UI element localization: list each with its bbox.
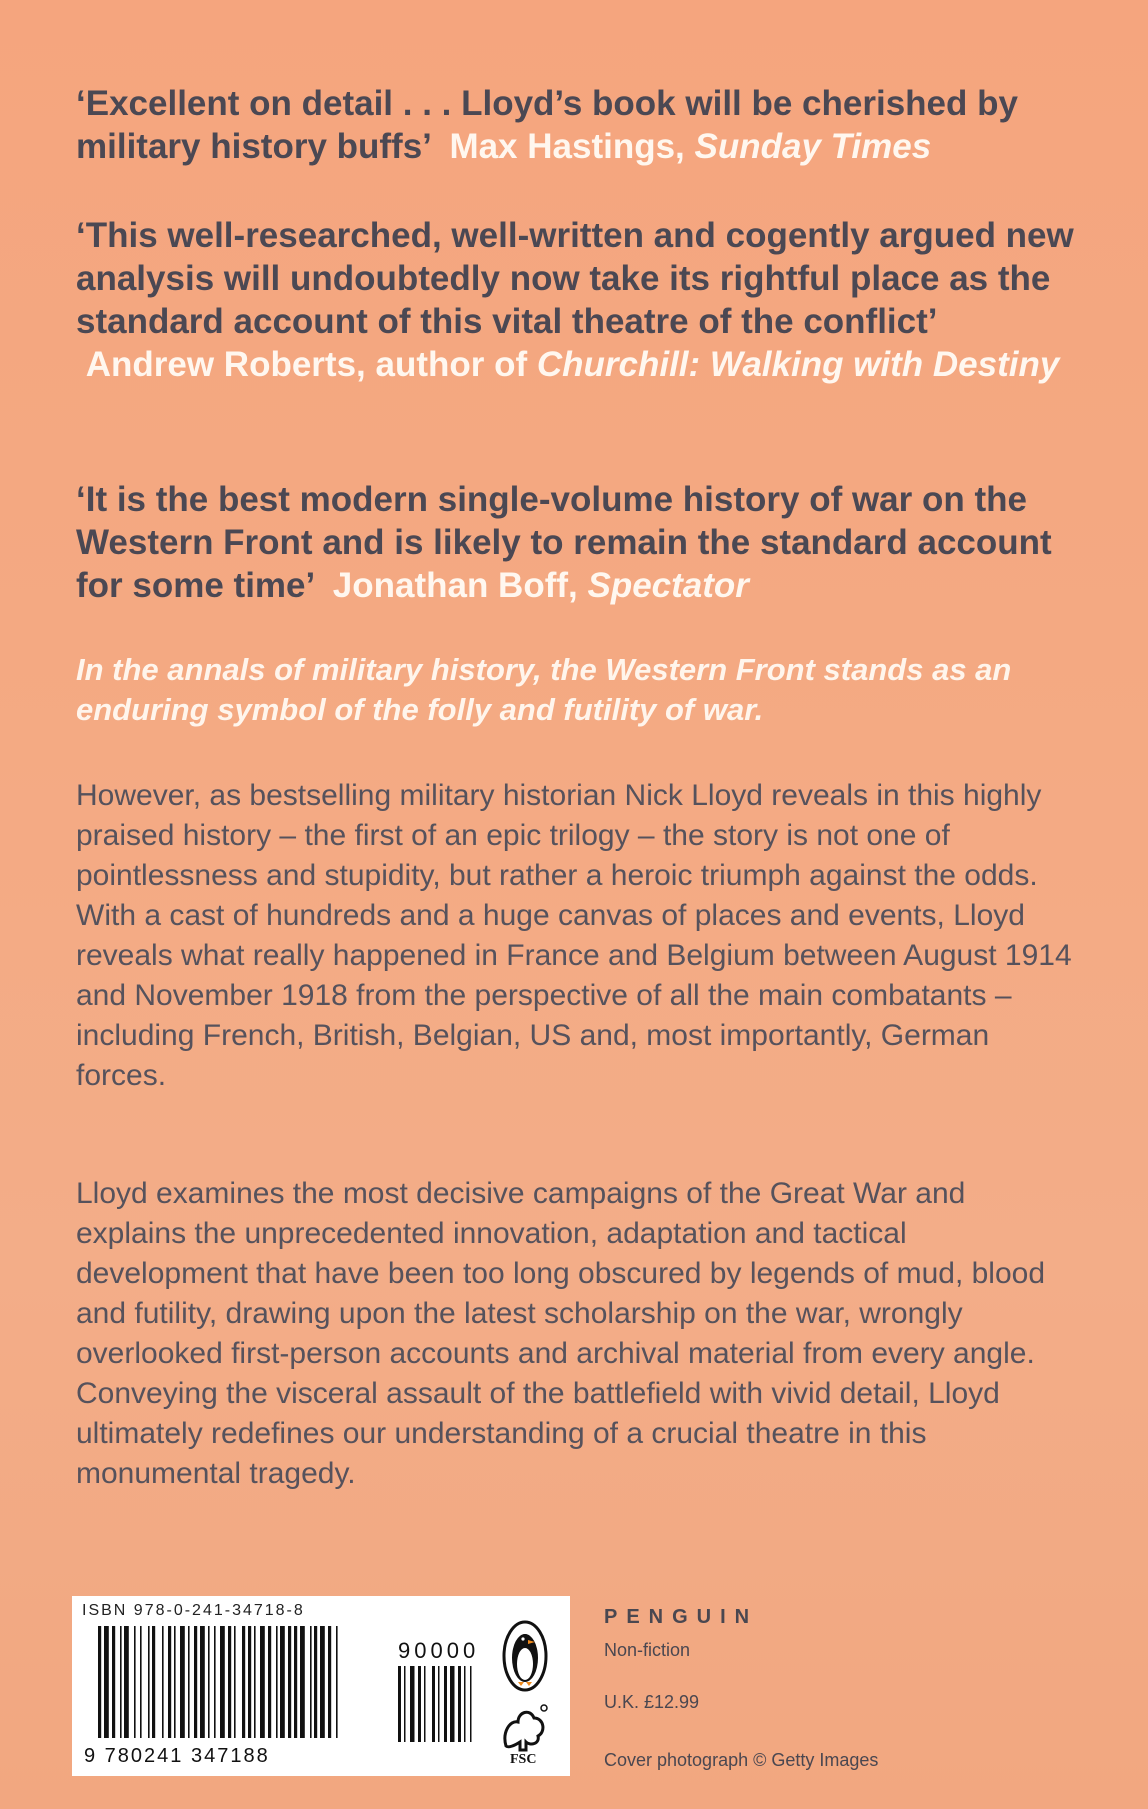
cover-credit: Cover photograph © Getty Images — [604, 1750, 879, 1770]
isbn-label: ISBN 978-0-241-34718-8 — [82, 1602, 305, 1619]
quote-3-attribution — [323, 566, 749, 605]
category-label: Non-fiction — [604, 1640, 691, 1660]
quote-2 — [76, 214, 1076, 386]
quote-1-source: Sunday Times — [694, 127, 932, 166]
price-label: U.K. £12.99 — [604, 1692, 700, 1712]
quote-2-text: ‘This well-researched, well-written and cogently argued new analysis will undoubtedly now take its rightful place as the standard account of this vital theatre of the conflict’ — [76, 216, 1074, 341]
quote-1-attribution — [440, 127, 931, 166]
quote-1 — [76, 82, 1076, 168]
quote-2-attribution — [76, 345, 1059, 384]
description-paragraph-1: However, as bestselling military historian Nick Lloyd reveals in this highly praised history – the first of an epic trilogy – the story is not one of pointlessness and stupidity, but rather a heroic triumph against the odds. With a cast of hundreds and a huge canvas of places and events, Lloyd reveals what really happened in France and Belgium between August 1914 and November 1918 from the perspective of all the main combatants – including French, British, Belgian, US and, most importantly, German forces. — [76, 779, 1072, 1092]
publisher-name: PENGUIN — [604, 1606, 759, 1628]
quote-1-text: ‘Excellent on detail . . . Lloyd’s book will be cherished by military history buffs’ — [76, 84, 1018, 166]
description-paragraph-2: Lloyd examines the most decisive campaigns of the Great War and explains the unprecedented innovation, adaptation and tactical development that have been too long obscured by legends of mud, blood and futility, drawing upon the latest scholarship on the war, wrongly overlooked first-person accounts and archival material from every angle. Conveying the visceral assault of the battlefield with vivid detail, Lloyd ultimately redefines our understanding of a crucial theatre in this monumental tragedy. — [76, 1177, 1046, 1490]
barcode-addon: 90000 — [398, 1638, 480, 1663]
quote-3-text: ‘It is the best modern single-volume history of war on the Western Front and is likely to remain the standard account for some time’ — [76, 480, 1052, 605]
quote-3 — [76, 478, 1076, 607]
barcode-icon — [82, 1626, 502, 1766]
quote-3-author: Jonathan Boff, — [332, 566, 588, 605]
quote-2-author: Andrew Roberts, author of — [85, 345, 537, 384]
barcode-panel — [72, 1596, 570, 1776]
quote-2-source: Churchill: Walking with Destiny — [536, 345, 1060, 384]
fsc-label: FSC — [510, 1752, 537, 1767]
tagline: In the annals of military history, the Western Front stands as an enduring symbol of the folly and futility of war. — [76, 652, 1012, 727]
penguin-logo-icon — [502, 1620, 548, 1692]
barcode-digits: 9 780241 347188 — [84, 1745, 270, 1766]
quote-3-source: Spectator — [587, 566, 749, 605]
quote-1-author: Max Hastings, — [449, 127, 695, 166]
fsc-tree-icon — [500, 1702, 548, 1752]
